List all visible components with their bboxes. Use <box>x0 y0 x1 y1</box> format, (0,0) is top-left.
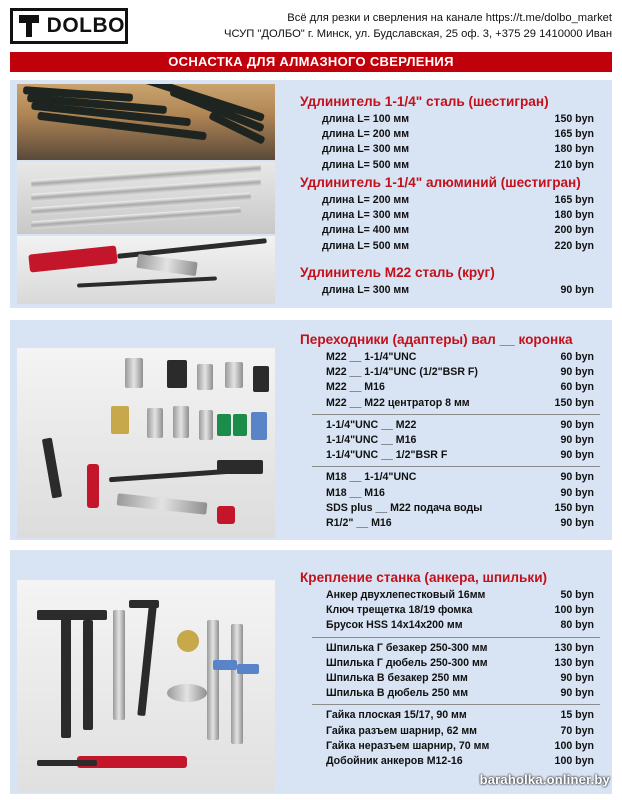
price-row: Гайка неразъем шарнир, 70 мм 100 byn <box>326 739 594 752</box>
mounting-subgroup-studs <box>312 637 600 702</box>
telegram-line: Всё для резки и сверления на канале https://t.me/dolbo_market <box>287 12 612 24</box>
address-line: ЧСУП "ДОЛБО" г. Минск, ул. Будславская, 25 оф. 3, +375 29 1410000 Иван <box>223 28 612 40</box>
group-title: Удлинитель 1-1/4" алюминий (шестигран) <box>300 175 581 190</box>
price-row: 1-1/4"UNC __ 1/2"BSR F 90 byn <box>326 449 594 462</box>
price-row: длина L= 200 мм 165 byn <box>322 194 594 206</box>
mounting-subgroup-anchors <box>312 588 600 634</box>
price-row: М18 __ 1-1/4"UNC 90 byn <box>326 471 594 484</box>
price-row: Шпилька Г безакер 250-300 мм 130 byn <box>326 641 594 654</box>
price-row: 1-1/4"UNC __ М16 90 byn <box>326 433 594 446</box>
steel-extenders-photo <box>17 84 275 160</box>
logo-text: DOLBO <box>46 14 125 37</box>
mounting-section <box>10 550 612 794</box>
adapter-subgroup-other <box>312 466 600 531</box>
price-row: М22 __ М16 60 byn <box>326 381 594 394</box>
price-row: длина L= 500 мм 220 byn <box>322 239 594 252</box>
dolbo-logo <box>10 8 128 44</box>
price-row: Гайка разъем шарнир, 62 мм 70 byn <box>326 724 594 737</box>
price-row: длина L= 300 мм 180 byn <box>322 209 594 222</box>
price-row: М18 __ М16 90 byn <box>326 486 594 499</box>
price-row: Шпилька В дюбель 250 мм 90 byn <box>326 687 594 700</box>
m22-extender-photo <box>17 236 275 304</box>
price-row: длина L= 100 мм 150 byn <box>322 113 594 125</box>
price-row: Гайка плоская 15/17, 90 мм 15 byn <box>326 709 594 722</box>
price-row: Шпилька Г дюбель 250-300 мм 130 byn <box>326 656 594 669</box>
group-title: Удлинитель М22 сталь (круг) <box>300 265 495 280</box>
mounting-group <box>300 568 600 769</box>
price-row: длина L= 500 мм 210 byn <box>322 158 594 171</box>
contact-info <box>150 10 612 42</box>
extender-aluminium-group <box>300 173 600 254</box>
extenders-section <box>10 80 612 308</box>
price-row: М22 __ 1-1/4"UNC 60 byn <box>326 351 594 363</box>
price-row: Добойник анкеров М12-16 100 byn <box>326 754 594 767</box>
price-row: длина L= 400 мм 200 byn <box>322 224 594 237</box>
group-title: Крепление станка (анкера, шпильки) <box>300 570 548 585</box>
price-row: М22 __ 1-1/4"UNC (1/2"BSR F) 90 byn <box>326 366 594 379</box>
mounting-subgroup-nuts <box>312 704 600 769</box>
adapter-subgroup-unc <box>312 414 600 464</box>
group-title: Удлинитель 1-1/4" сталь (шестигран) <box>300 94 549 109</box>
group-title: Переходники (адаптеры) вал __ коронка <box>300 332 573 347</box>
adapter-subgroup-m22 <box>312 350 600 411</box>
adapters-group <box>300 330 600 531</box>
price-row: Шпилька В безакер 250 мм 90 byn <box>326 671 594 684</box>
hammer-icon <box>19 13 41 39</box>
price-row: М22 __ М22 центратор 8 мм 150 byn <box>326 396 594 409</box>
price-row: длина L= 300 мм 90 byn <box>322 284 594 296</box>
price-row: длина L= 300 мм 180 byn <box>322 143 594 156</box>
page-header <box>0 0 622 50</box>
adapters-section <box>10 320 612 540</box>
anchors-studs-photo <box>17 580 275 792</box>
price-row: SDS plus __ М22 подача воды 150 byn <box>326 501 594 514</box>
page-title: ОСНАСТКА ДЛЯ АЛМАЗНОГО СВЕРЛЕНИЯ <box>10 52 612 72</box>
price-row: Брусок HSS 14х14х200 мм 80 byn <box>326 619 594 632</box>
price-row: Ключ трещетка 18/19 фомка 100 byn <box>326 604 594 617</box>
price-row: R1/2" __ М16 90 byn <box>326 516 594 529</box>
watermark-site: baraholka.onliner.by <box>479 772 610 787</box>
price-row: 1-1/4"UNC __ М22 90 byn <box>326 418 594 431</box>
adapters-photo <box>17 348 275 538</box>
extender-steel-group <box>300 92 600 173</box>
price-row: длина L= 200 мм 165 byn <box>322 128 594 141</box>
extender-m22-group <box>300 263 600 298</box>
aluminium-extenders-photo <box>17 162 275 234</box>
price-row: Анкер двухлепестковый 16мм 50 byn <box>326 589 594 601</box>
